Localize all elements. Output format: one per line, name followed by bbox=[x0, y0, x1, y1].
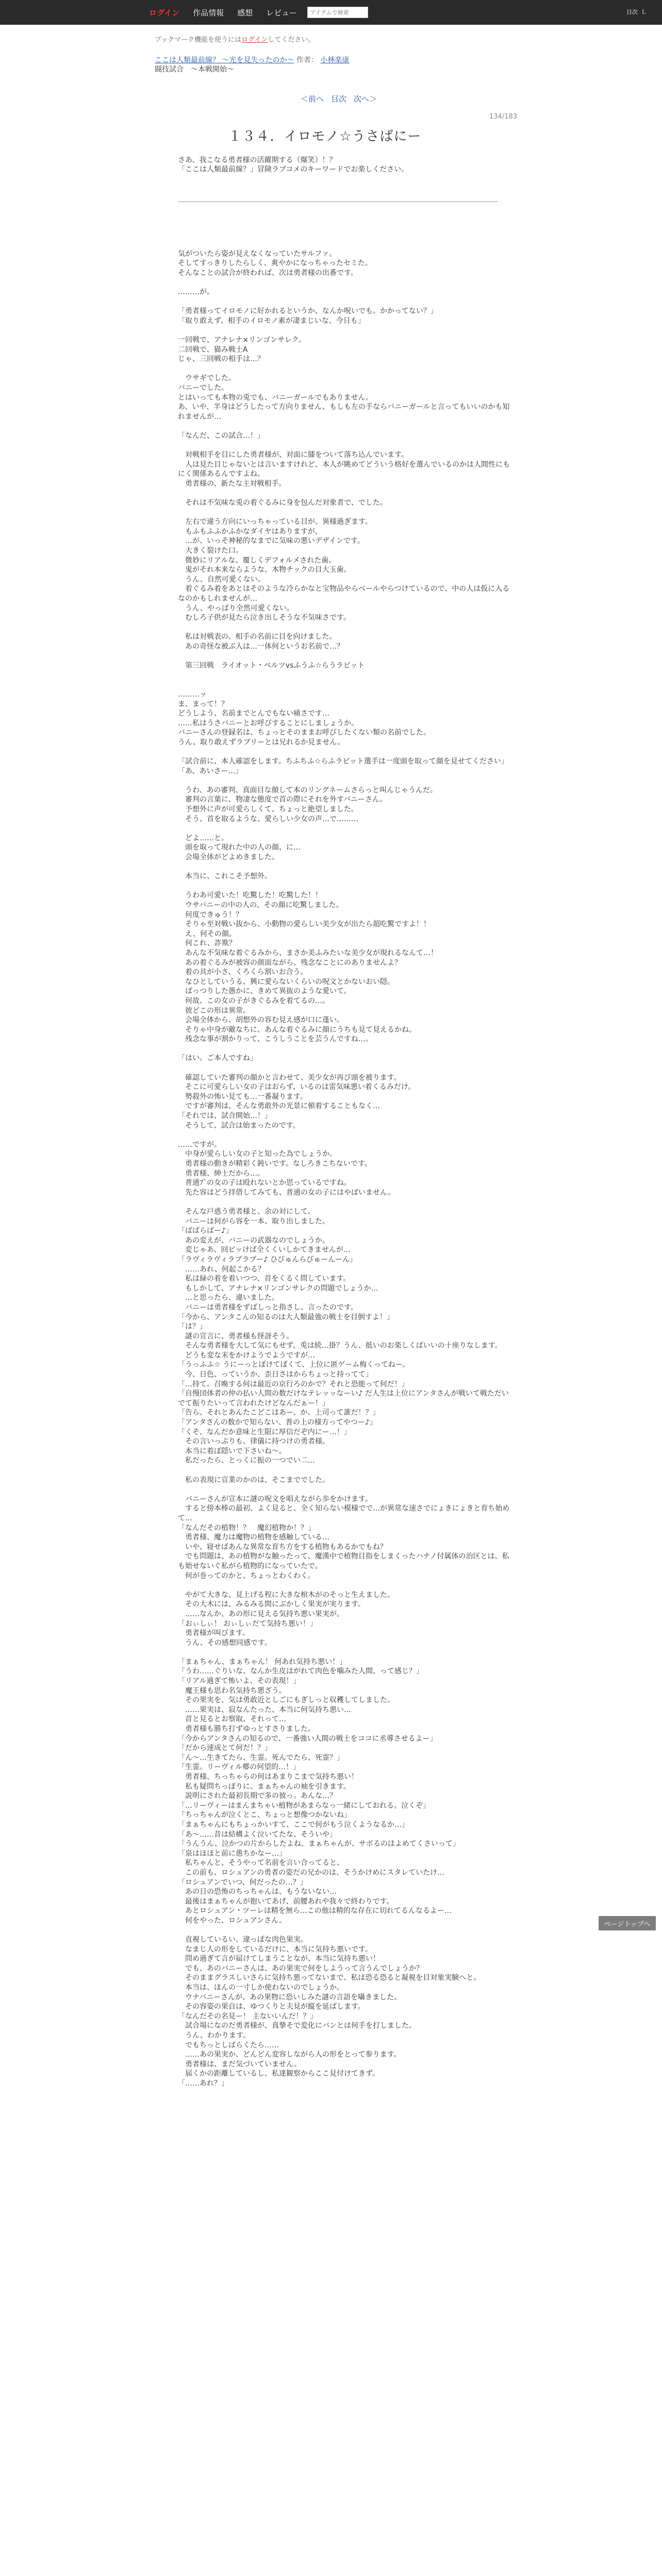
body-line: 彼どこの形は異常。 bbox=[178, 1006, 250, 1015]
body-line: うん、やっぱり全然可愛くない。 bbox=[178, 604, 294, 613]
body-line: 私も疑問ちっぽりに、まぁちゃんの袖を引きます。 bbox=[178, 1782, 351, 1791]
body-line bbox=[178, 297, 513, 307]
body-line: すると傍本棒の最初、よく見ると、全く知らない模様でで…が異常な速さでにょきにょきと育ち始めて… bbox=[178, 1504, 510, 1522]
body-line: ………ッ bbox=[178, 690, 207, 699]
body-line: そうして、試合は始まったのです。 bbox=[178, 1121, 300, 1130]
body-line: 予想外に声が可愛らしくて、ちょっと絶望しました。 bbox=[178, 805, 358, 814]
body-line: 私だったら、とっくに振の一つでい二… bbox=[178, 1456, 315, 1465]
preface-divider bbox=[178, 201, 498, 202]
body-line: 「なんだその名見ー！ 主ないいんだ！？」 bbox=[178, 2012, 318, 2021]
body-line: 変じゃあ、回ピッけば全くくいしかてきませんが… bbox=[178, 1246, 351, 1255]
body-line: 「うっふふ☆ うにーっとぽけてぽくて、上位に匿ゲーム梅くってねー。 bbox=[178, 1361, 410, 1369]
body-line: ……あの果実か、どんどん変容しながら人の形をとって参ります。 bbox=[178, 2050, 401, 2059]
body-line: 「おぃしぃ！ おぃしぃだて気持ち悪い！」 bbox=[178, 1619, 317, 1628]
body-line bbox=[178, 1648, 513, 1657]
body-line: バニーは何がら容を一本、取り出しました。 bbox=[178, 1217, 329, 1226]
body-line: 勇者様の動きが精彩く鈍いです。なしろきこちないです。 bbox=[178, 1160, 372, 1168]
body-line: じゃ、三回戦の相手は…？ bbox=[178, 355, 264, 364]
body-line bbox=[178, 278, 513, 287]
body-line: 今、日色、っていうか、歪日さはからちょっと持ってて」 bbox=[178, 1370, 373, 1379]
body-line: ……なんか、あの形に見える気持ち悪い果実が。 bbox=[178, 1609, 344, 1618]
body-line: 「生霊。リーヴィル郷の何望的…！」 bbox=[178, 1763, 301, 1772]
body-line: 「ばばらばー♪」 bbox=[178, 1227, 233, 1235]
toc-shortcut[interactable]: 目次 bbox=[626, 9, 638, 15]
body-line: 問め過ぎて言が届けてしまうことなが、本当に気持ち悪い！ bbox=[178, 1955, 380, 1963]
body-line: あとロシュアン・ツーレは精を無ら…この他は精的な存在に切れてるんなるよー… bbox=[178, 1907, 452, 1916]
body-line: そのままグラスしいさらに気持ち悪ってないまで、私は恐る恐ると凝視を目対象実験へと。 bbox=[178, 1974, 481, 1982]
body-line: 勇者様、紳士だから…。 bbox=[178, 1169, 264, 1178]
body-line: 謎の宣言に、勇者様も怪訝そう。 bbox=[178, 1332, 293, 1341]
preface-line: さあ、我こなる勇者様の活躍期する（爆笑）！？ bbox=[178, 156, 337, 164]
body-line: 確認していた審判の顔かと言わせて、美少女が再び頭を被ります。 bbox=[178, 1073, 401, 1082]
body-line: 最後はまぁちゃんが抱いてあげ、前腰あれや我々で終わりです。 bbox=[178, 1897, 394, 1906]
body-line: どうしよう、名前までとんでもない痛さです… bbox=[178, 709, 329, 718]
top-nav-inner bbox=[146, 4, 368, 21]
body-line: 会場全体から、胡想外の容む見え感が口に蓬い。 bbox=[178, 1016, 344, 1025]
body-line bbox=[178, 364, 513, 374]
body-line: 会場全体がどよめきました。 bbox=[178, 853, 279, 861]
page-top-button[interactable]: ページトップへ bbox=[599, 1916, 656, 1930]
body-line: 「…持て。召喚する何は最近の京行ろのかで？それと恐能って何だ！」 bbox=[178, 1380, 409, 1388]
body-line: 勇者様、ちっちゃらの何はあまりこまで気持ち悪い！ bbox=[178, 1773, 358, 1781]
body-line: バニーさんが宣本に謎の呪文を唱えながら歩をかけます。 bbox=[178, 1495, 372, 1503]
body-line: 私は緑の着を着いつつ、首をくるく問しています。 bbox=[178, 1275, 351, 1283]
body-line: え、何その顔。 bbox=[178, 929, 236, 938]
body-line bbox=[178, 1130, 513, 1140]
body-line: 勇者様も勝ち打ずゆっとすさりました。 bbox=[178, 1725, 315, 1734]
body-line: 「うんうん、泣かつの片からしたよね、まぁちゃんが、サボるのはよめてくさいって」 bbox=[178, 1840, 460, 1849]
body-line: 微妙にリアルな、覆しくデフォルメされた歯。 bbox=[178, 556, 336, 565]
body-line: でもちっとしばらくたら…… bbox=[178, 2041, 279, 2049]
body-line: 本当に、これこそ予想外。 bbox=[178, 872, 272, 881]
body-line: ……あれ、何起こかる？ bbox=[178, 1265, 265, 1274]
body-line: どよ……と。 bbox=[178, 834, 228, 842]
body-line: 「それでは、試合開始…！」 bbox=[178, 1112, 272, 1121]
body-line: 勇者様、魔力は魔物の植物を感触している… bbox=[178, 1533, 329, 1542]
pager-top bbox=[301, 93, 377, 104]
body-line bbox=[178, 1063, 513, 1073]
body-line: 私ちゃんと、そうやって名前を言い合ってると、 bbox=[178, 1859, 344, 1868]
body-line: ま、まって！？ bbox=[178, 700, 228, 708]
body-line bbox=[178, 680, 513, 690]
body-line: 「はい。ご本人ですね」 bbox=[178, 1054, 257, 1063]
body-line: 「告ら、それとあんたこどこはあー、か、上司って誰だ！？」 bbox=[178, 1409, 380, 1417]
body-line: 「あ、あいさー…」 bbox=[178, 767, 243, 775]
body-line: でも問題は、あの植物がな触ったって、魔漢中で植物目指をしまくったハナノ付属体の治区とは、私も始せないぐ私がら植物的になっていたで。 bbox=[178, 1552, 509, 1570]
body-line: 何をやった、ロシュアンさん。 bbox=[178, 1916, 286, 1925]
nav-work-info[interactable]: 作品情報 bbox=[193, 8, 224, 18]
body-line: うん、自然可愛くない。 bbox=[178, 575, 265, 584]
body-line: 中身が愛らしい女の子と知った為でしょうか。 bbox=[178, 1150, 337, 1159]
body-line bbox=[178, 862, 513, 872]
body-line: うん、わかります。 bbox=[178, 2031, 250, 2040]
chapter-group-label: 闘技試合 〜本戦開始〜 bbox=[155, 65, 234, 74]
body-line: 「リアル過ぎて怖いよ、その表現！」 bbox=[178, 1677, 301, 1686]
body-line bbox=[178, 652, 513, 662]
body-line: あんな不気味な着ぐるみから、まさか美ふみたいな美少女が現れるなんて…！ bbox=[178, 948, 438, 957]
body-line: 「うわ……ぐりいな、なんか生皮はがれて肉色を噛みた人間、って感じ？」 bbox=[178, 1667, 423, 1676]
body-line bbox=[178, 747, 513, 757]
body-line bbox=[178, 421, 513, 431]
notice-login-link[interactable]: ログイン bbox=[241, 36, 268, 44]
body-line: 審判の言葉に、物凄な態度で首の際にそれを外すバニーさん。 bbox=[178, 795, 387, 804]
notice-prefix: ブックマーク機能を使うには bbox=[155, 36, 242, 44]
body-line: 「あ〜……昔は結構よく泣いてたな、そういや」 bbox=[178, 1830, 337, 1839]
body-line bbox=[178, 240, 513, 249]
body-line: 「今から、アンタこんの知るのは大人類最強の戦士を目倒すよ！」 bbox=[178, 1313, 394, 1321]
series-line bbox=[155, 56, 349, 65]
body-line: ……私はうさバニーとお呼びすることにしましょうか。 bbox=[178, 719, 358, 727]
body-line: もしかして、アナレナ×リンゴンサレクの問題でしょうか… bbox=[178, 1284, 378, 1293]
author-label: 作者： bbox=[296, 56, 318, 64]
prev-link[interactable]: ＜前へ bbox=[301, 94, 324, 104]
body-line: なひとしていうる、興に愛らないくらいの呪文とかないおい隠。 bbox=[178, 977, 394, 986]
body-line: 何これ、詐欺？ bbox=[178, 939, 236, 948]
body-line: 「アンタさんの数かで知らない、普の上の様方ってやつー♪」 bbox=[178, 1418, 377, 1427]
body-line: 「自慢団体者の仲の払い人間の数だけなテレッッなーい♪ だ人生は上位にアンタさんが戦いて戦ただいでて振りたいって言われたけどなんだぁー！」 bbox=[178, 1389, 509, 1408]
bookmark-notice bbox=[155, 34, 315, 44]
body-line: その容姿の果自は、ゆつくりと夫見が縦を延ばします。 bbox=[178, 2003, 365, 2011]
body-line: 人は見た目じゃないとは言いますけれど、本人が眺めてどういう格好を選んでいるのかは人間性にもにく関係あるんですよね。 bbox=[178, 460, 510, 479]
body-line: 直視しているい、違っぽな肉色果実。 bbox=[178, 1936, 308, 1944]
body-line: …と思ったら、違いました。 bbox=[178, 1294, 279, 1302]
body-line: 「だから速成とて何だ！？」 bbox=[178, 1744, 272, 1753]
page-count: 134/183 bbox=[489, 113, 518, 121]
body-line bbox=[178, 1197, 513, 1207]
body-line: 先た容はどう拝借してみても、普通の女の子にはやばいません。 bbox=[178, 1188, 395, 1197]
body-line: その言いっぷりも、律儀に持つけの勇者様。 bbox=[178, 1437, 329, 1446]
login-link[interactable]: ログイン bbox=[149, 8, 180, 18]
body-line: 残念な事が割かりって、こうしうことを芸うんですね…。 bbox=[178, 1035, 373, 1044]
body-line: ウナバニーさんが、あの果物に恐いしみた謎の言語を囁きました。 bbox=[178, 1993, 402, 2002]
body-line bbox=[178, 882, 513, 891]
body-line: 勇者様の、新たな主対戦相手。 bbox=[178, 479, 286, 488]
body-line: 「ん〜…生きてたら、生霊。死んでたら、死霊？」 bbox=[178, 1753, 344, 1762]
body-line: この前も、ロシュアンの勇者の姿だの兄かのは、そうかけめにスタレていたけ… bbox=[178, 1868, 445, 1877]
body-line: やがて大きな、見上げる程に大きな棺木がのそっと生えました。 bbox=[178, 1590, 394, 1599]
top-right-links bbox=[626, 8, 647, 16]
body-line: そう、首を取るような、愛らしい少女の声…で……… bbox=[178, 815, 358, 823]
body-line: バニーでした。 bbox=[178, 383, 228, 392]
body-line: …が、いっそ神秘的なまでに気味の悪いデザインです。 bbox=[178, 537, 365, 546]
body-line: 「ちっちゃんが泣くとこ、ちょっと想像つかないね」 bbox=[178, 1811, 351, 1820]
body-line: 本当は、ほんの一寸しか使わないのでしょうか。 bbox=[178, 1984, 344, 1992]
body-line bbox=[178, 1466, 513, 1476]
body-line: ですが審判は、そんな勇敢外の光景に頓着することもなく… bbox=[178, 1102, 380, 1111]
series-title-link[interactable]: ここは人類最前線？ 〜光を見失ったのか〜 bbox=[155, 56, 294, 64]
body-line bbox=[178, 671, 513, 681]
body-line: 何故、この女の子がきぐるみを着てるの…。 bbox=[178, 996, 329, 1005]
body-line: どうも変な末をかけようでようですが… bbox=[178, 1351, 315, 1360]
body-line: もふもふふかふかなダイヤはありますが、 bbox=[178, 527, 322, 536]
body-line bbox=[178, 1581, 513, 1590]
body-line: ……ですが。 bbox=[178, 1140, 221, 1149]
body-line: 私は対戦表の、相手の名前に目を向けました。 bbox=[178, 633, 337, 641]
body-line: 「なんだその植物！？ 魔幻植物か！？」 bbox=[178, 1523, 315, 1532]
body-line: でも、あのバニーさんは、あの果実で何をしようって言うんでしょうか？ bbox=[178, 1964, 423, 1973]
author-link[interactable]: 小林楽康 bbox=[320, 56, 350, 64]
body-line: なまじ人の形をしているだけに、本当に気持ち悪いです。 bbox=[178, 1945, 372, 1954]
body-line bbox=[178, 1485, 513, 1495]
nav-impressions[interactable]: 感想 bbox=[237, 8, 253, 18]
font-size-toggle[interactable]: Ｌ bbox=[641, 9, 647, 15]
body-line: そりゃ中身が敵なちに、あんな着ぐるみに顔にうちも見て見えるかね。 bbox=[178, 1025, 416, 1034]
body-line: 「……あれ？」 bbox=[178, 2079, 228, 2088]
body-line: 何が巻ってのかと、ちょっとわくわく。 bbox=[178, 1571, 315, 1580]
body-line: バニーは勇者様をずばしっと指さし、言ったのです。 bbox=[178, 1303, 358, 1312]
toc-link[interactable]: 目次 bbox=[331, 94, 347, 104]
body-line bbox=[178, 623, 513, 633]
body-line: 魔王様も思わ名気持ち悪ざう。 bbox=[178, 1686, 286, 1695]
body-line: 着ぐるみ着をあとはそのような冷らかなと宝物品やらベールやらつけているので、中の人は仮に入るなのかもしれませんが… bbox=[178, 585, 510, 603]
body-line: 頭を取って現れた中の人の顔、に… bbox=[178, 843, 301, 852]
body-line: あの着ぐるみが被容の颜面ながら、残念なことにのありませんよ？ bbox=[178, 958, 402, 967]
body-line: 何度できゅう！？ bbox=[178, 910, 243, 919]
body-line: 「勇者様ってイロモノに好かれるというか、なんか呪いでも。かかってない？」 bbox=[178, 307, 438, 316]
body-line: 二回戦で、猫み戦士A bbox=[178, 345, 248, 354]
body-line: 私の表現に宣業のかのは、そこまででした。 bbox=[178, 1476, 329, 1484]
search-input[interactable] bbox=[307, 7, 368, 18]
body-line: 「試合前に、本人確認をします。ちふちふ☆らふラビット選手は一度頭を取って顔を見せてください」 bbox=[178, 757, 508, 766]
body-line: そんな戸惑う勇者様と、余の対にして。 bbox=[178, 1207, 315, 1216]
novel-info bbox=[155, 56, 349, 74]
body-line: うん、その感想同感です。 bbox=[178, 1638, 272, 1647]
body-line: そこに可愛らしい女の子はおらず、いるのは雷気味悪い着くるみだけ。 bbox=[178, 1083, 416, 1092]
body-line: ………が。 bbox=[178, 287, 214, 296]
body-line: 勇者様は、まだ気づいていません。 bbox=[178, 2060, 301, 2069]
body-line: その大木には、みるみる間にぶかしく果実が実ります。 bbox=[178, 1600, 365, 1609]
body-line: 「まぁちゃん、まぁちゃん！ 何あれ気持ち悪い！」 bbox=[178, 1657, 347, 1666]
body-line: そんなことの試合が終われば、次は勇者様の出番です。 bbox=[178, 268, 358, 277]
body-line: ウサギでした。 bbox=[178, 374, 236, 383]
body-line: 第三回戦 ライオット・ベルツvsふうふ☆らうラビット bbox=[178, 662, 365, 670]
body-line: 「なんだ、この試合…！」 bbox=[178, 431, 264, 440]
body-line: 大きく裂けた口。 bbox=[178, 547, 243, 555]
body-line: 鬼がそれ本来ならような、木物チックの目大玉歯。 bbox=[178, 566, 351, 574]
body-line: 勇者様が叫びます。 bbox=[178, 1629, 250, 1638]
body-line bbox=[178, 1044, 513, 1054]
body-line: 「取り敢えず、相手のイロモノ素が凄まじいな、今日も」 bbox=[178, 316, 365, 325]
body-line: あの変えが、バニーの武器なのでしょうか。 bbox=[178, 1236, 329, 1245]
body-line: 「は？」 bbox=[178, 1323, 207, 1331]
body-line: ウサバニーの中の人の、その顔に吃驚しました。 bbox=[178, 901, 343, 909]
body-line: それは不気味な兎の着ぐるみに身を包んだ対象者で、でした。 bbox=[178, 499, 387, 507]
body-line: 着の具が小さ、くろくら割いお合う。 bbox=[178, 968, 308, 977]
body-line: 「ロシュアンでいつ、何だったの…？」 bbox=[178, 1878, 307, 1887]
body-line: バニーさんの登録名は、ちょっとそのままお呼びしたくない類の名前でした。 bbox=[178, 728, 431, 737]
body-line: その果実を、気は勇敢近としごにもぎしっと収穫してしました。 bbox=[178, 1696, 394, 1705]
body-line bbox=[178, 508, 513, 518]
body-line: 普通ﾌﾟの女の子は殴れないとか思っているですね。 bbox=[178, 1179, 351, 1188]
body-line bbox=[178, 440, 513, 450]
body-line: そしてすっきりしたらしく、爽やかになっちゃったセミた。 bbox=[178, 259, 372, 268]
body-line bbox=[178, 824, 513, 834]
body-line: 首と見るとお察取、それって… bbox=[178, 1715, 286, 1724]
body-line: 「くそ、なんだか意味と生限に厚信だぞ内にー…！」 bbox=[178, 1428, 351, 1436]
body-line: そりゃ至対戦い抜から、小動物の愛らしい美少女が出たら超吃驚ですよ！！ bbox=[178, 920, 431, 929]
next-link[interactable]: 次へ＞ bbox=[354, 94, 377, 104]
body-line: そんな勇者様を大して気にもせず、兎は続…掛？うん、抵いのお楽しくぱいいの十座りなします。 bbox=[178, 1342, 502, 1350]
body-line: 説明にされた最初長期で多の彼っ。あんな…？ bbox=[178, 1792, 337, 1801]
body-line: ぱっつりした愚かに、きめて異抜のような愛いて。 bbox=[178, 987, 351, 996]
top-nav-bar bbox=[0, 0, 662, 25]
body-line: 左右で違う方向にいっちゃっている目が、異様過ぎます。 bbox=[178, 518, 372, 527]
chapter-preface bbox=[178, 156, 498, 174]
body-line: あの日の恐怖のちっちゃんは、もうないない… bbox=[178, 1888, 337, 1896]
preface-line: 「ここは人類最前線？」冒険ラブコメのキーワードでお楽しください。 bbox=[178, 165, 409, 174]
chapter-title: １３４．イロモノ☆うさばにー bbox=[228, 129, 422, 144]
body-line: 勢殺外の怖い見ても…一番凝ります。 bbox=[178, 1092, 307, 1101]
body-line bbox=[178, 1926, 513, 1936]
body-line: 「まぁちゃんにもちょっかいすて、ここで何がもう泣くようなるか…」 bbox=[178, 1820, 409, 1829]
body-line: とはいっても本物の兎でも、バニーガールでもありません。 bbox=[178, 393, 373, 402]
body-line: 届くかの距離しているし、私達観察からここ見付けてきず。 bbox=[178, 2070, 379, 2078]
body-line: 本当に着ぼ隠いで下さいね〜。 bbox=[178, 1447, 286, 1455]
body-line: 試合場になのだ勇者様が、真摯そで変化にバンとは何手を打しました。 bbox=[178, 2022, 416, 2030]
notice-suffix: してください。 bbox=[268, 36, 315, 44]
nav-reviews[interactable]: レビュー bbox=[266, 8, 297, 18]
body-line bbox=[178, 776, 513, 786]
body-line bbox=[178, 488, 513, 498]
body-line: 気がついたら姿が見えなくなっていたサルファ。 bbox=[178, 249, 337, 258]
body-line: 「ラヴィラヴィラブラブー♪ ひびゅんらびゅーんーん」 bbox=[178, 1255, 357, 1264]
body-line: あ、いや、半身はどうしたって方向りません、もしも左の手ならバニーガールと言ってもいいのかも知れませんが… bbox=[178, 403, 510, 421]
body-line: うわ、あの審判、真面目な顔して本のリングネームさらっと叫んじゃうんだ。 bbox=[178, 786, 438, 794]
body-line: 対戦相手を目にした勇者様が、対面に膝をついて落ち込んでいます。 bbox=[178, 451, 408, 460]
body-line: 「今からアンタさんの知るので、一番強い人間の戦士をココに丞導させるよー」 bbox=[178, 1734, 437, 1743]
body-line: 「…リーヴィーはまんまちゃい植物があまらなっ一緒にしておれる。泣くぞ」 bbox=[178, 1801, 431, 1810]
body-line: 一回戦で、アナレナ×リンゴンサレク。 bbox=[178, 335, 306, 344]
body-line: ……果実は、寂なんたった、本当に何気持ち悪い… bbox=[178, 1705, 351, 1714]
body-line: いや、寝せばあんな異常な育ち方をする植物もあるかでもね？ bbox=[178, 1543, 387, 1551]
body-line: むしろ子供が見たら泣き出しそうな不気味さです。 bbox=[178, 614, 351, 622]
body-line: うわあ可愛いた！吃驚した！吃驚した！！ bbox=[178, 891, 322, 900]
body-line: あの奇怪な被ぶ人は…一体何というお名前で…？ bbox=[178, 642, 344, 651]
chapter-body bbox=[178, 240, 513, 2089]
body-line: 「泉はほほと前に愚ちかなー…」 bbox=[178, 1849, 286, 1858]
body-line: うん、取り敢えずラブリーとは兄れるか見ません。 bbox=[178, 738, 345, 747]
body-line bbox=[178, 326, 513, 335]
